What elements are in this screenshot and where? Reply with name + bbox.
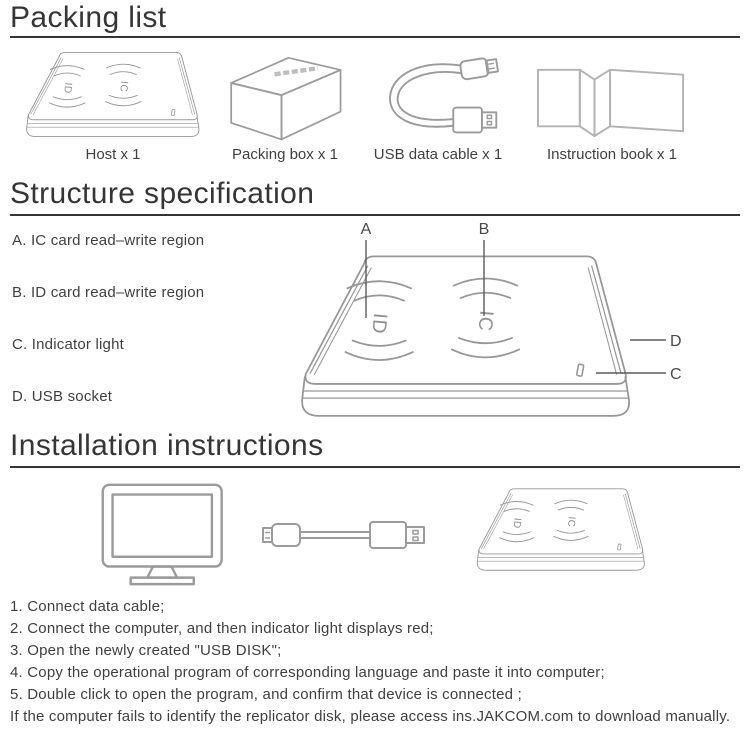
packing-section-rule: [10, 36, 740, 38]
packing-box-caption: Packing box x 1: [232, 146, 338, 163]
host-illustration: [14, 46, 212, 144]
instruction-book-illustration: [532, 62, 692, 138]
installation-section-rule: [10, 466, 740, 468]
spec-item-d: D. USB socket: [12, 388, 113, 405]
device-structure-diagram: [262, 216, 692, 436]
usb-cable-illustration: [372, 54, 502, 142]
spec-item-a: A. IC card read–write region: [12, 232, 205, 249]
card-reader-icon: [466, 482, 656, 578]
usb-cable-icon: [260, 514, 438, 556]
structure-specification-title: Structure specification: [10, 177, 315, 210]
packing-list-title: Packing list: [10, 1, 167, 34]
step-1: 1. Connect data cable;: [10, 598, 165, 615]
fallback-note: If the computer fails to identify the replicator disk, please access ins.JAKCOM.com to download manually.: [10, 708, 731, 725]
diagram-label-d: D: [670, 333, 682, 350]
installation-steps: [10, 596, 742, 728]
spec-item-c: C. Indicator light: [12, 336, 124, 353]
step-3: 3. Open the newly created "USB DISK";: [10, 642, 282, 659]
instruction-book-caption: Instruction book x 1: [546, 146, 678, 163]
usb-cable-caption: USB data cable x 1: [373, 146, 503, 163]
diagram-label-c: C: [670, 366, 682, 383]
monitor-icon: [96, 482, 234, 586]
spec-item-b: B. ID card read–write region: [12, 284, 205, 301]
step-5: 5. Double click to open the program, and confirm that device is connected ;: [10, 686, 522, 703]
diagram-label-b: B: [478, 221, 490, 238]
step-4: 4. Copy the operational program of corresponding language and paste it into computer;: [10, 664, 605, 681]
host-caption: Host x 1: [85, 146, 141, 163]
installation-instructions-title: Installation instructions: [10, 429, 324, 462]
packing-box-illustration: [216, 50, 354, 142]
diagram-label-a: A: [360, 221, 372, 238]
step-2: 2. Connect the computer, and then indicator light displays red;: [10, 620, 434, 637]
